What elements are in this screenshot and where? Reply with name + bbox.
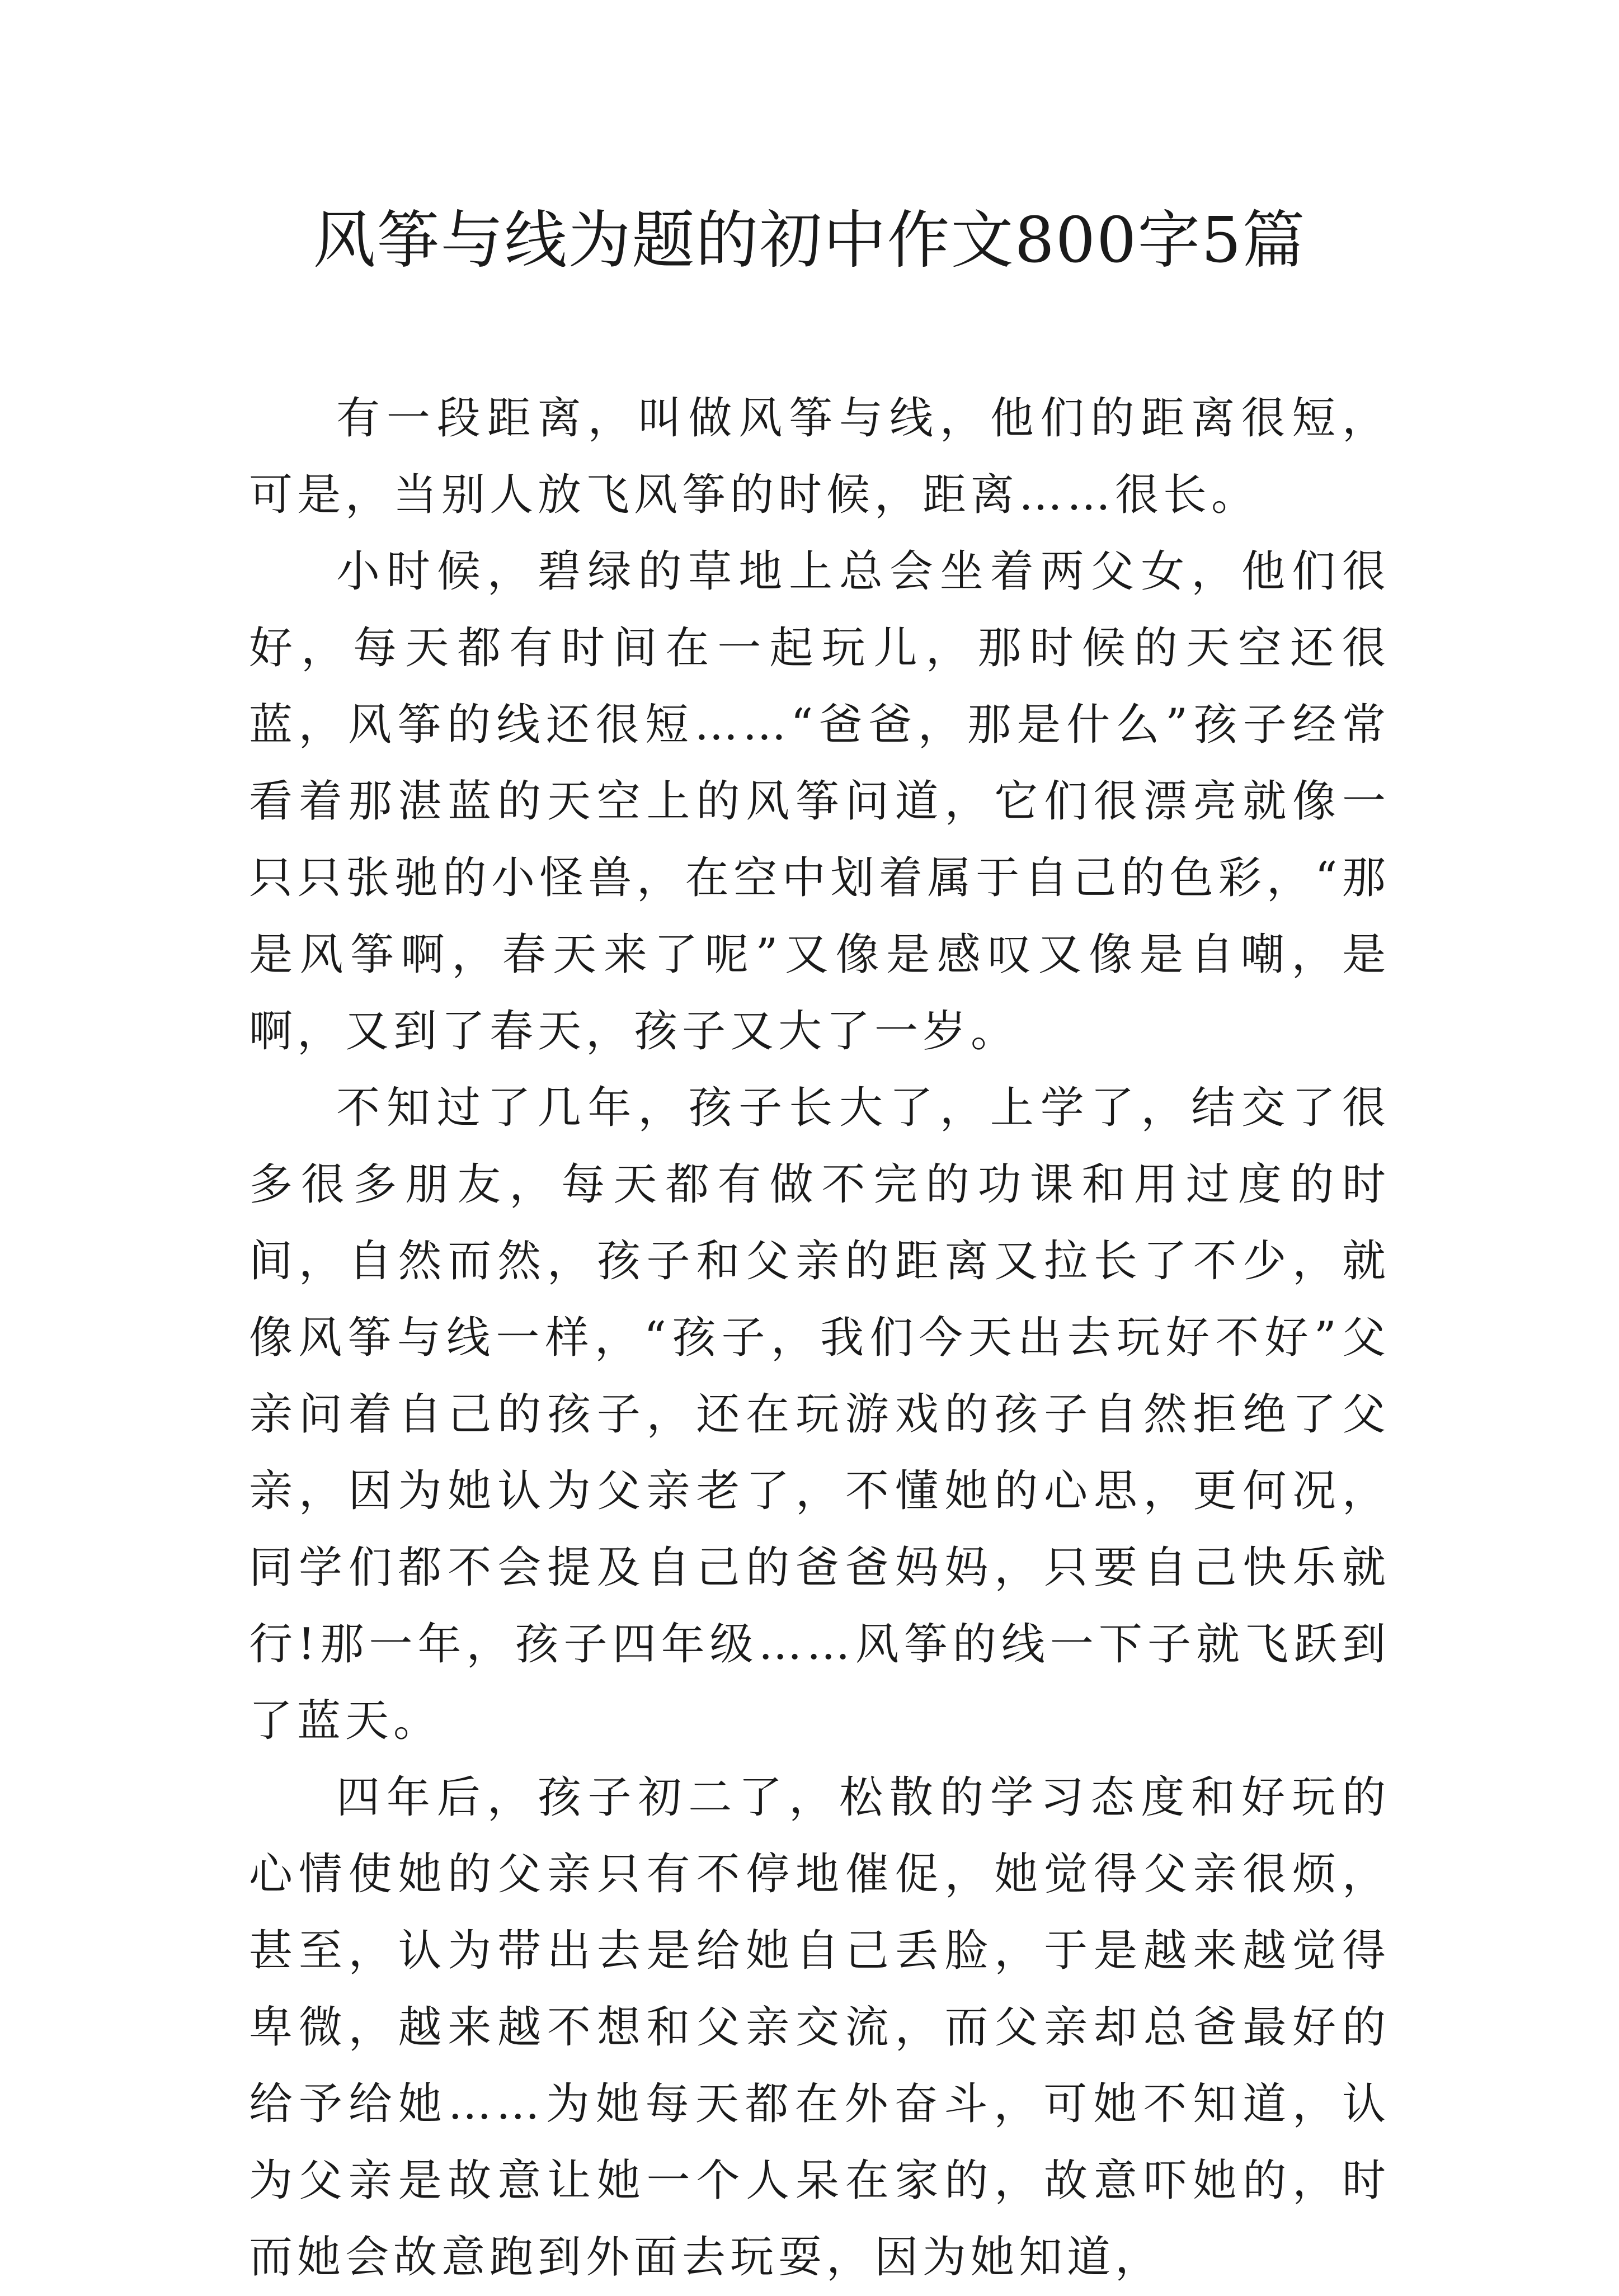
document-title: 风筝与线为题的初中作文800字5篇 (313, 204, 1306, 277)
paragraph: 不知过了几年，孩子长大了，上学了，结交了很多很多朋友，每天都有做不完的功课和用过度的时间，自然而然，孩子和父亲的距离又拉长了不少，就像风筝与线一样，“孩子，我们今天出去玩好不好”父亲问着自己的孩子，还在玩游戏的孩子自然拒绝了父亲，因为她认为父亲老了，不懂她的心思，更何况，同学们都不会提及自己的爸爸妈妈，只要自己快乐就行!那一年，孩子四年级……风筝的线一下子就飞跃到了蓝天。 (249, 1083, 1390, 1746)
paragraph: 小时候，碧绿的草地上总会坐着两父女，他们很好，每天都有时间在一起玩儿，那时候的天空还很蓝，风筝的线还很短……“爸爸，那是什么”孩子经常看着那湛蓝的天空上的风筝问道，它们很漂亮就像一只只张驰的小怪兽，在空中划着属于自己的色彩，“那是风筝啊，春天来了呢”又像是感叹又像是自嘲，是啊，又到了春天，孩子又大了一岁。 (249, 546, 1390, 1057)
paragraph: 四年后，孩子初二了，松散的学习态度和好玩的心情使她的父亲只有不停地催促，她觉得父亲很烦，甚至，认为带出去是给她自己丢脸，于是越来越觉得卑微，越来越不想和父亲交流，而父亲却总爸最好的给予给她……为她每天都在外奋斗，可她不知道，认为父亲是故意让她一个人呆在家的，故意吓她的，时而她会故意跑到外面去玩耍，因为她知道， (249, 1772, 1390, 2283)
paragraph: 有一段距离，叫做风筝与线，他们的距离很短，可是，当别人放飞风筝的时候，距离……很长。 (249, 393, 1390, 520)
document-body (249, 380, 1390, 2296)
